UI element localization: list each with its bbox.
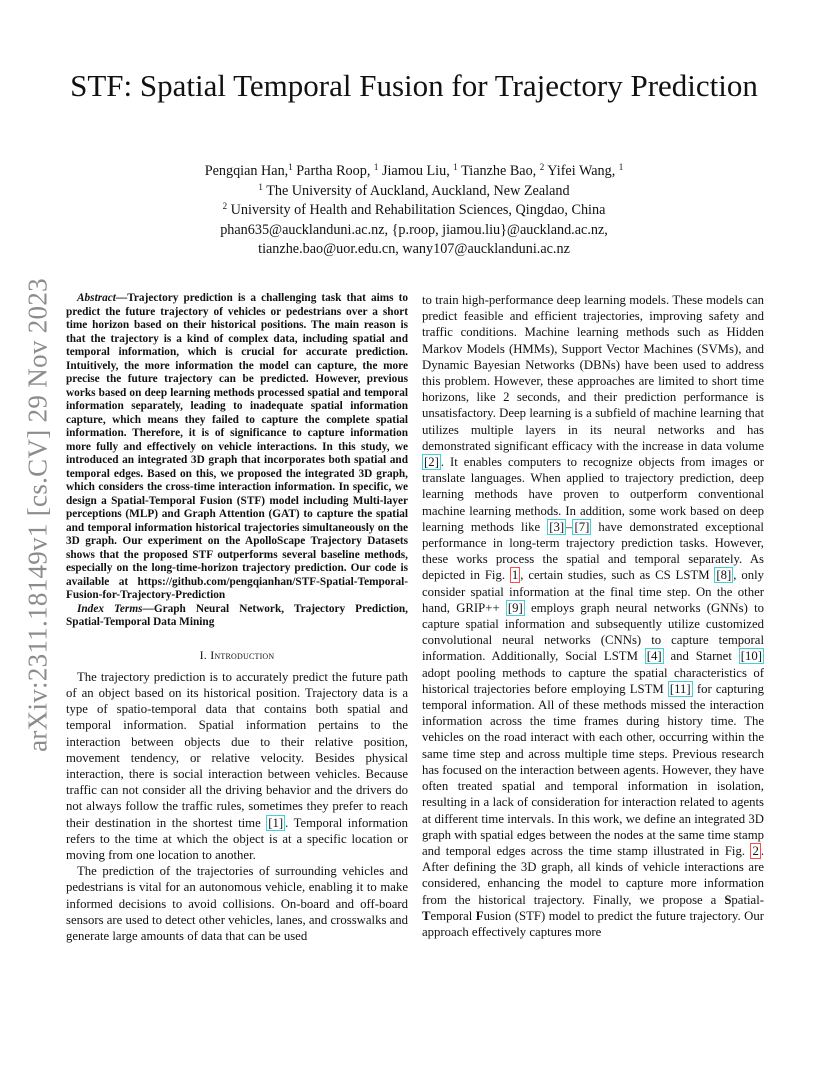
body-text: . Temporal information refers to the time at which the object is at a specific location or moving from one location to another.: [66, 815, 408, 862]
citation-link[interactable]: [9]: [507, 600, 523, 615]
paper-title: STF: Spatial Temporal Fusion for Trajectory Prediction: [70, 68, 758, 103]
citation-link[interactable]: [4]: [646, 649, 662, 664]
arxiv-id-text: arXiv:2311.18149v1 [cs.CV] 29 Nov 2023: [22, 278, 53, 752]
affiliation-marker: 1: [373, 162, 379, 172]
body-text: adopt pooling methods to capture the spatial characteristics of historical trajectories before employing LSTM: [422, 665, 764, 696]
emphasis-letter: F: [475, 908, 484, 923]
affiliation-text: The University of Auckland, Auckland, New Zealand: [262, 182, 570, 199]
body-paragraph: The prediction of the trajectories of surrounding vehicles and pedestrians is vital for an autonomous vehicle, enabling it to make informed decisions to avoid collisions. On-board and off-board sensors are used to detect other vehicles, lanes, and crosswalks and generate large amounts of data that can be used: [66, 864, 409, 943]
body-text: . It enables computers to recognize objects from images or translate languages. When applied to trajectory prediction, deep learning methods have proven to outperform conventional machine learning methods. In addition, some work based on deep learning methods like: [422, 455, 764, 534]
author-block: [60, 162, 768, 260]
body-text: , only consider spatial information at the final time step. On the other hand, GRIP++: [422, 568, 764, 615]
body-text: for capturing temporal information. All of these methods missed the interaction information across the time frames during history time. The vehicles on the road interact with each other, occurring within the same time step and across multiple time steps. Previous research has focused on the interaction between agents. However, they have often treated spatial and temporal information in isolation, resulting in a lack of consideration for interaction related to agents at different time intervals. In this work, we define an integrated 3D graph with spatial edges between the nodes at the same time stamp and temporal edges across the time stamp illustrated in Fig.: [422, 681, 764, 858]
body-text: have demonstrated exceptional performance in long-term trajectory prediction tasks. However, these works process the spatial and temporal separately. As depicted in Fig.: [422, 519, 764, 583]
author-name: Jiamou Liu,: [378, 163, 454, 179]
index-terms-label: Index Terms: [77, 602, 143, 615]
email-line: tianzhe.bao@uor.edu.cn, wany107@aucklanduni.ac.nz: [258, 241, 570, 257]
citation-link[interactable]: [7]: [574, 519, 590, 534]
affiliation-line: [60, 182, 768, 202]
section-number: I.: [199, 647, 211, 662]
figure-link[interactable]: 1: [511, 568, 519, 583]
author-name: Pengqian Han,: [204, 163, 289, 179]
affiliation-marker: 1: [258, 181, 263, 192]
body-text: –: [566, 519, 573, 534]
body-text: emporal: [430, 908, 476, 923]
affiliation-text: University of Health and Rehabilitation Sciences, Qingdao, China: [227, 202, 606, 218]
citation-link[interactable]: [2]: [424, 455, 439, 470]
affiliation-marker: 1: [453, 162, 458, 172]
left-column: [66, 292, 408, 944]
body-text: patial-: [731, 892, 764, 907]
body-text: . After defining the 3D graph, all kinds of vehicle interactions are considered, enhancing the model to capture more information from the historical trajectory. Finally, we propose a: [422, 843, 764, 907]
abstract: [66, 292, 408, 603]
body-text: The trajectory prediction is to accurately predict the future path of an object based on its historical position. Trajectory data is a type of spatio-temporal data that contains both spatial and temporal information. Spatial information pertains to the interaction between objects due to their relative position, movement tendency, or relative velocity. Besides physical interaction, there is social interaction between vehicles. Because traffic can not consider all the driving behavior and the drivers do not always follow the traffic rules, sometimes they prefer to reach their destination in the shortest time: [66, 669, 408, 830]
citation-link[interactable]: [11]: [669, 681, 691, 696]
citation-link[interactable]: [3]: [549, 519, 565, 534]
arxiv-identifier-stamp: [18, 275, 58, 755]
author-name: Yifei Wang,: [544, 163, 619, 179]
right-column: [422, 292, 764, 940]
citation-link[interactable]: [10]: [740, 649, 762, 664]
section-title: Introduction: [210, 647, 275, 662]
affiliation-marker: 1: [288, 162, 293, 172]
body-text: to train high-performance deep learning models. These models can predict feasible and efficient trajectories, improving safety and traffic conditions. Machine learning methods such as Hidden Markov Models (HMMs), Support Vector Machines (SVMs), and Dynamic Bayesian Networks (DBNs) have been used to address this problem. However, these approaches are limited to short time horizons, like 2 seconds, and their prediction performance is unsatisfactory. Deep learning is a subfield of machine learning that utilizes multiple layers in its neural networks and has demonstrated significant efficacy with the increase in data volume: [422, 293, 764, 453]
citation-link[interactable]: [8]: [716, 568, 732, 583]
body-text: , certain studies, such as CS LSTM: [520, 568, 715, 583]
body-paragraph: [66, 669, 408, 863]
citation-link[interactable]: [1]: [268, 815, 284, 830]
affiliation-marker: 1: [618, 162, 624, 172]
figure-link[interactable]: 2: [752, 843, 759, 858]
abstract-label: Abstract: [77, 292, 116, 304]
author-name: Tianzhe Bao,: [457, 163, 540, 179]
emphasis-letter: T: [422, 908, 431, 923]
affiliation-marker: 2: [222, 201, 228, 211]
section-heading-introduction: [66, 647, 408, 663]
author-name: Partha Roop,: [292, 163, 374, 179]
body-text: usion (STF) model to predict the future trajectory. Our approach effectively captures more: [422, 908, 764, 939]
body-text: and Starnet: [663, 649, 739, 664]
author-names: [60, 162, 768, 182]
index-terms: [66, 603, 408, 630]
emphasis-letter: S: [724, 892, 732, 907]
affiliation-marker: 2: [539, 162, 545, 172]
body-text: employs graph neural networks (GNNs) to capture spatial information and subsequently utilize customized convolutional neural networks (CNNs) to capture temporal information. Additionally, Social LSTM: [422, 600, 764, 664]
email-line: phan635@aucklanduni.ac.nz, {p.roop, jiamou.liu}@auckland.ac.nz,: [220, 221, 608, 238]
affiliation-line: [60, 201, 768, 221]
body-paragraph: [422, 292, 764, 940]
abstract-text: —Trajectory prediction is a challenging task that aims to predict the future trajectory of vehicles or pedestrians over a short time horizon based on their historical positions. The main reason is that the trajectory is a kind of complex data, including spatial and temporal information, which is crucial for accurate prediction. Intuitively, the more information the model can capture, the more precise the future trajectory can be predicted. However, previous works based on deep learning methods processed spatial and temporal information separately, leading to inadequate spatial information capture, which means they failed to capture the complete spatial information. Therefore, it is of significance to capture information more fully and effectively on vehicle interactions. In this study, we introduced an integrated 3D graph that incorporates both spatial and temporal edges. Based on this, we proposed the integrated 3D graph, which considers the cross-time interaction information. In specific, we design a Spatial-Temporal Fusion (STF) model including Multi-layer perceptions (MLP) and Graph Attention (GAT) to capture the spatial and temporal information historical trajectories simultaneously on the 3D graph. Our experiment on the ApolloScape Trajectory Datasets shows that the proposed STF outperforms several baseline methods, especially on the long-time-horizon trajectory prediction. Our code is available at https://github.com/pengqianhan/STF-Spatial-Temporal-Fusion-for-Trajectory-Prediction: [66, 292, 408, 601]
index-terms-text: —Graph Neural Network, Trajectory Prediction, Spatial-Temporal Data Mining: [66, 602, 409, 628]
